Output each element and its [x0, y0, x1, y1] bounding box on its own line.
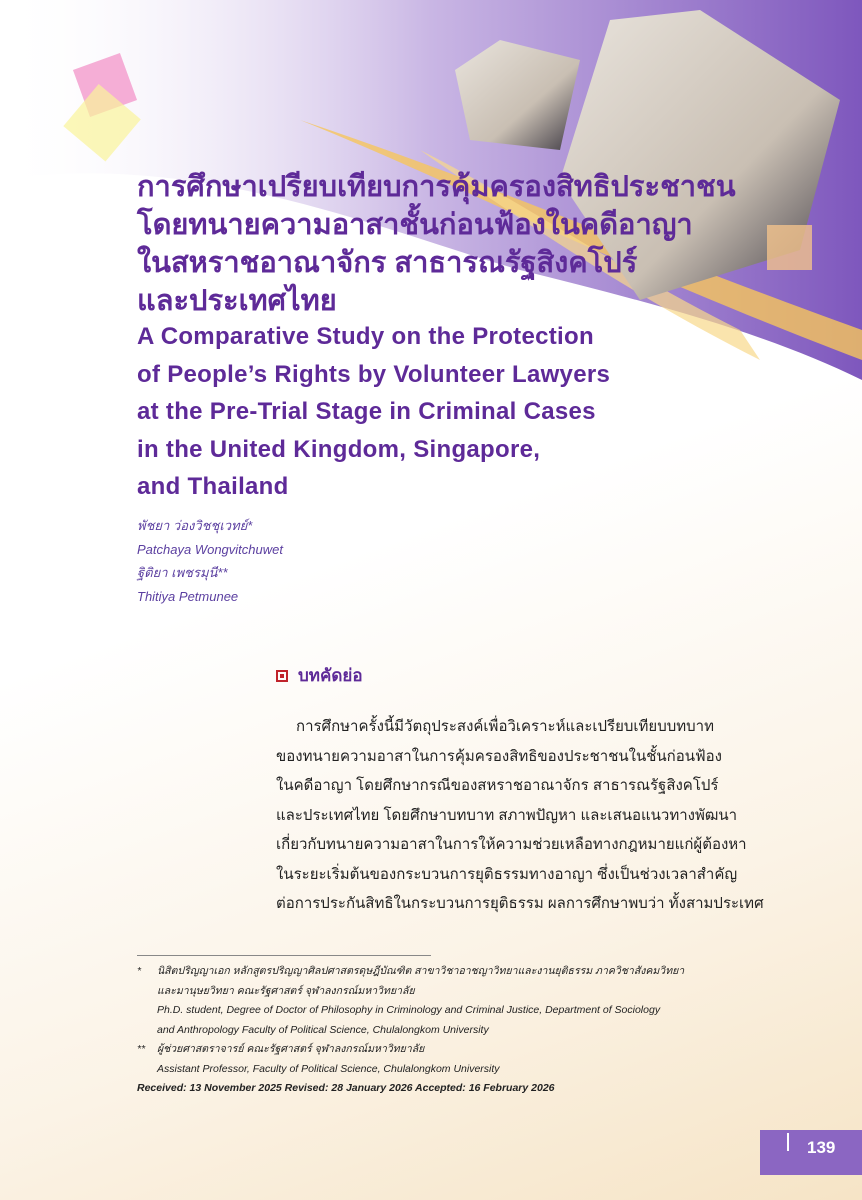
- abstract-line: ของทนายความอาสาในการคุ้มครองสิทธิของประชาชนในชั้นก่อนฟ้อง: [276, 747, 722, 765]
- footnote-text: และมานุษยวิทยา คณะรัฐศาสตร์ จุฬาลงกรณ์มหาวิทยาลัย: [157, 984, 415, 997]
- abstract-line: และประเทศไทย โดยศึกษาบทบาท สภาพปัญหา และเสนอแนวทางพัฒนา: [276, 806, 738, 824]
- author-name-th: ฐิติยา เพชรมุนี**: [137, 565, 228, 580]
- footnote-marker: **: [137, 1043, 146, 1055]
- english-title-line: and Thailand: [137, 473, 289, 500]
- footnote-text: Assistant Professor, Faculty of Political Science, Chulalongkom University: [157, 1062, 500, 1075]
- abstract-line: การศึกษาครั้งนี้มีวัตถุประสงค์เพื่อวิเคราะห์และเปรียบเทียบบทบาท: [296, 718, 714, 735]
- authors: [137, 514, 283, 608]
- english-title-line: A Comparative Study on the Protection: [137, 323, 594, 350]
- abstract-line: ต่อการประกันสิทธิในกระบวนการยุติธรรม ผลการศึกษาพบว่า ทั้งสามประเทศ: [276, 895, 764, 912]
- thai-title: [137, 168, 736, 320]
- abstract-line: ในระยะเริ่มต้นของกระบวนการยุติธรรมทางอาญา ซึ่งเป็นช่วงเวลาสำคัญ: [276, 865, 738, 883]
- footnote-text: นิสิตปริญญาเอก หลักสูตรปริญญาศิลปศาสตรดุษฎีบัณฑิต สาขาวิชาอาชญาวิทยาและงานยุติธรรม ภาควิชาสังคมวิทยา: [157, 965, 685, 977]
- thai-title-line: โดยทนายความอาสาชั้นก่อนฟ้องในคดีอาญา: [137, 209, 693, 241]
- received-dates: Received: 13 November 2025 Revised: 28 January 2026 Accepted: 16 February 2026: [137, 1082, 555, 1094]
- abstract-body: [276, 712, 764, 919]
- page-number: 139: [807, 1138, 836, 1157]
- page-number-box: [760, 1130, 862, 1175]
- thai-title-line: ในสหราชอาณาจักร สาธารณรัฐสิงคโปร์: [137, 247, 638, 279]
- footnote-text: Ph.D. student, Degree of Doctor of Philosophy in Criminology and Criminal Justice, Department of Sociology: [157, 1004, 661, 1016]
- abstract-heading-label: บทคัดย่อ: [298, 666, 363, 685]
- author-name-en: Patchaya Wongvitchuwet: [137, 541, 283, 557]
- abstract-line: ในคดีอาญา โดยศึกษากรณีของสหราชอาณาจักร สาธารณรัฐสิงคโปร์: [276, 777, 719, 794]
- thai-title-line: การศึกษาเปรียบเทียบการคุ้มครองสิทธิประชาชน: [137, 171, 736, 203]
- footnote-marker: *: [137, 965, 142, 977]
- author-name-th: พัชยา ว่องวิชชุเวทย์*: [137, 518, 253, 533]
- footnote-text: and Anthropology Faculty of Political Science, Chulalongkom University: [157, 1023, 489, 1036]
- abstract-line: เกี่ยวกับทนายความอาสาในการให้ความช่วยเหลือทางกฎหมายแก่ผู้ต้องหา: [276, 836, 747, 853]
- english-title: [137, 318, 610, 506]
- english-title-line: of People’s Rights by Volunteer Lawyers: [137, 360, 611, 388]
- english-title-line: at the Pre-Trial Stage in Criminal Cases: [137, 398, 596, 425]
- abstract-heading: [276, 662, 363, 689]
- footnote-divider: [137, 955, 431, 956]
- footnote-text: ผู้ช่วยศาสตราจารย์ คณะรัฐศาสตร์ จุฬาลงกรณ์มหาวิทยาลัย: [157, 1043, 425, 1055]
- thai-title-line: และประเทศไทย: [137, 285, 337, 317]
- author-name-en: Thitiya Petmunee: [137, 588, 239, 604]
- page-number-divider: [787, 1133, 789, 1151]
- english-title-line: in the United Kingdom, Singapore,: [137, 435, 541, 463]
- footnotes: [137, 962, 757, 1099]
- square-bullet-icon: [276, 670, 288, 682]
